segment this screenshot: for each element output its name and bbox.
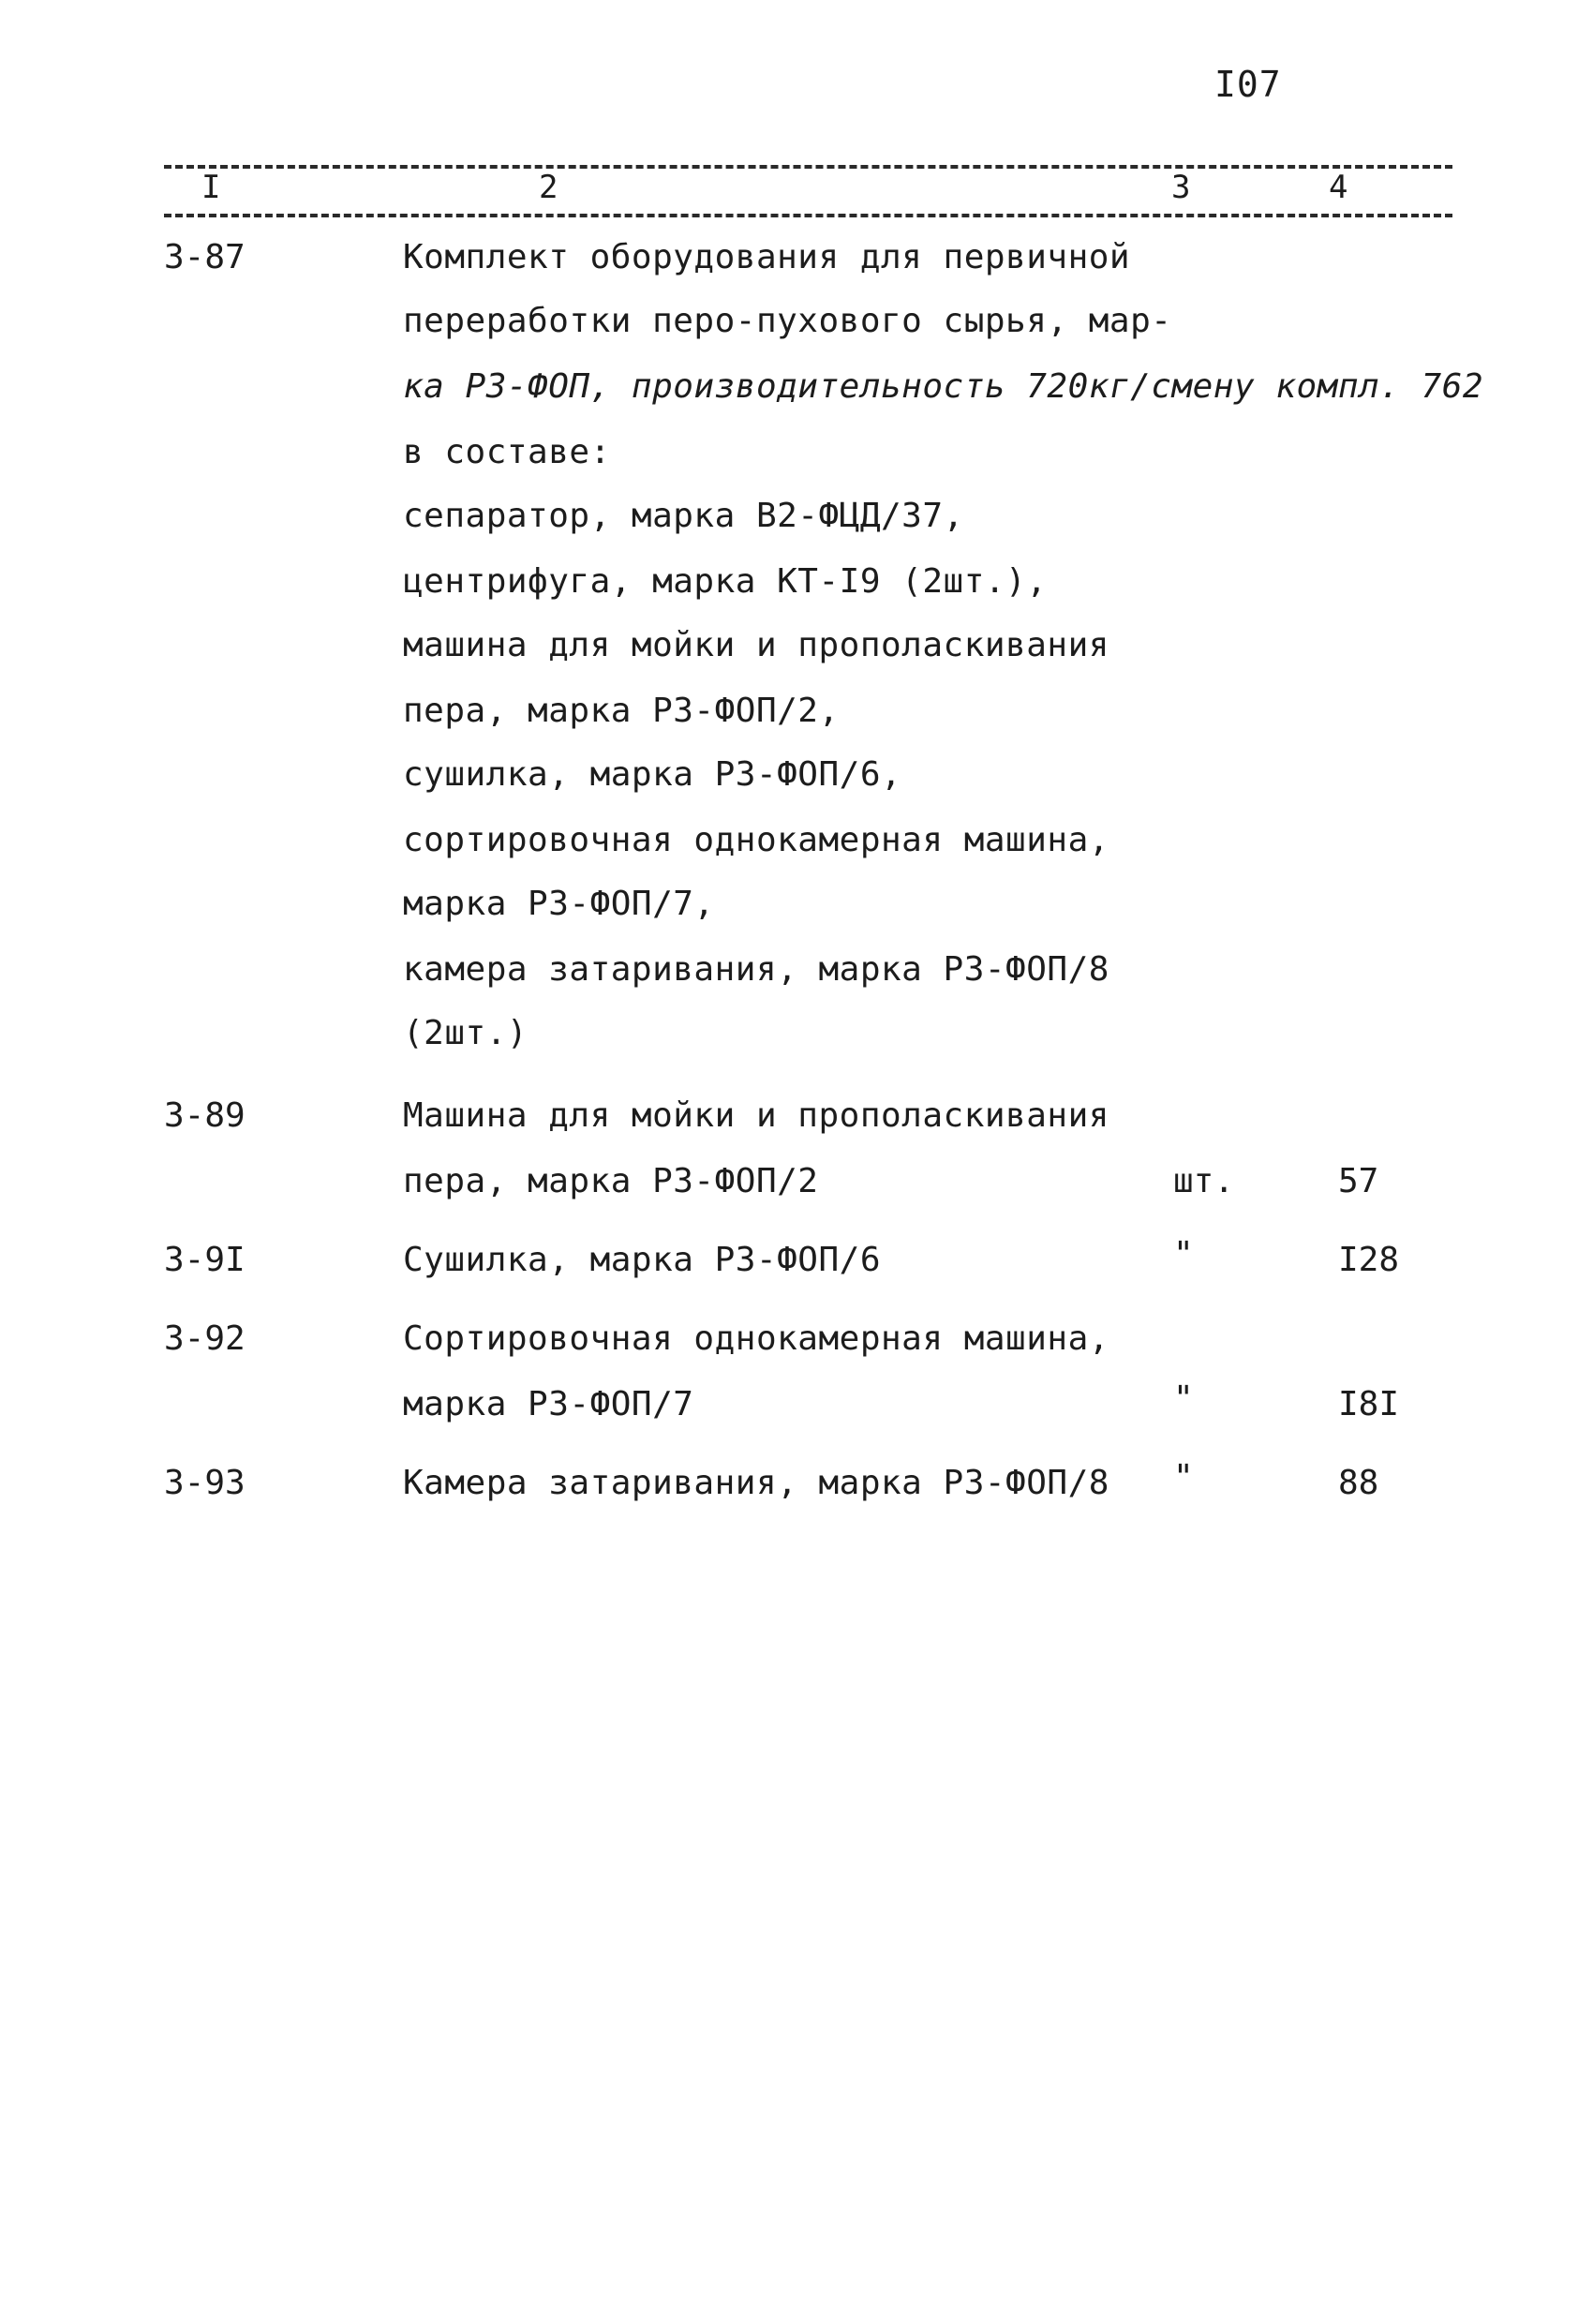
row-quantity: I28	[1338, 1241, 1400, 1279]
column-header-1: I	[201, 169, 221, 206]
row-text-line: переработки перо-пухового сырья, мар-	[403, 302, 1172, 340]
row-text-line: пера, марка РЗ-ФОП/2,	[403, 692, 840, 730]
row-text-line: (2шт.)	[403, 1014, 529, 1052]
row-code: 3-93	[164, 1464, 246, 1502]
column-header-4: 4	[1329, 169, 1348, 206]
row-text-line: Машина для мойки и прополаскивания	[403, 1096, 1109, 1135]
row-unit: "	[1173, 1458, 1194, 1497]
row-text-line: центрифуга, марка КТ-I9 (2шт.),	[403, 562, 1048, 601]
row-text-line: марка РЗ-ФОП/7,	[403, 885, 715, 923]
row-code: 3-9I	[164, 1241, 246, 1279]
row-text-line: камера затаривания, марка РЗ-ФОП/8	[403, 950, 1109, 989]
row-text-line: сепаратор, марка В2-ФЦД/37,	[403, 497, 964, 535]
row-quantity: I8I	[1338, 1385, 1400, 1423]
row-code: 3-92	[164, 1319, 246, 1358]
row-unit: "	[1173, 1379, 1194, 1418]
row-code: 3-89	[164, 1096, 246, 1135]
row-quantity: 57	[1338, 1162, 1379, 1200]
row-code: 3-87	[164, 238, 246, 276]
row-text-line: Камера затаривания, марка РЗ-ФОП/8	[403, 1464, 1109, 1502]
row-unit: "	[1173, 1235, 1194, 1274]
row-text-line: ка РЗ-ФОП, производительность 720кг/смену компл. 762	[403, 367, 1484, 406]
column-header-3: 3	[1171, 169, 1191, 206]
row-text-line: в составе:	[403, 433, 611, 471]
row-text-line: сортировочная однокамерная машина,	[403, 821, 1109, 859]
row-quantity: 88	[1338, 1464, 1379, 1502]
row-text-line: пера, марка РЗ-ФОП/2	[403, 1162, 819, 1200]
table-header-top-rule	[164, 165, 1452, 169]
row-unit: шт.	[1173, 1162, 1235, 1200]
page-number: I07	[1214, 64, 1282, 105]
row-text-line: сушилка, марка РЗ-ФОП/6,	[403, 755, 902, 794]
row-text-line: Сушилка, марка РЗ-ФОП/6	[403, 1241, 881, 1279]
row-text-line: машина для мойки и прополаскивания	[403, 626, 1109, 664]
row-text-line: Комплект оборудования для первичной	[403, 238, 1131, 276]
row-text-line: марка РЗ-ФОП/7	[403, 1385, 694, 1423]
row-text-line: Сортировочная однокамерная машина,	[403, 1319, 1109, 1358]
table-header-bottom-rule	[164, 214, 1452, 217]
column-header-2: 2	[539, 169, 558, 206]
